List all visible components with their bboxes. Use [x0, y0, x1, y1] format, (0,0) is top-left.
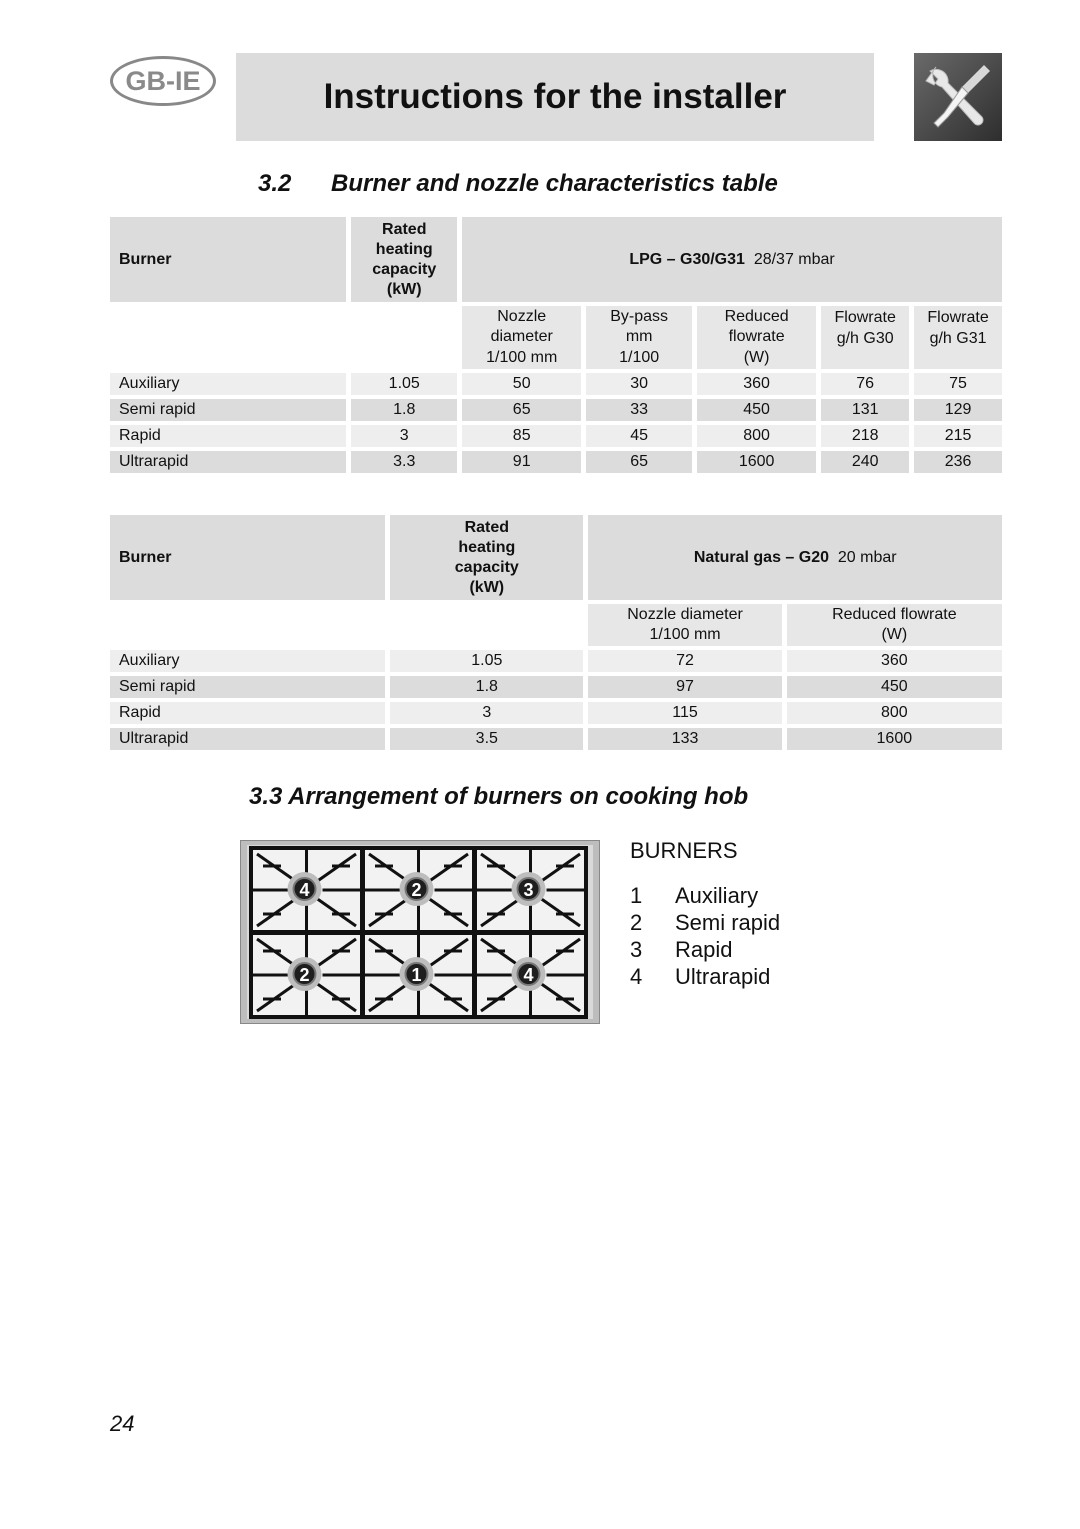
legend-number: 4	[630, 964, 643, 989]
nozzle-cell: 133	[588, 728, 781, 750]
reduced-cell: 800	[697, 425, 816, 447]
table-row	[110, 373, 1002, 395]
sub-header-line: Flowrate	[927, 309, 989, 326]
legend-label: Semi rapid	[675, 910, 781, 935]
hob-diagram	[240, 840, 600, 1024]
capacity-cell: 3.5	[390, 728, 583, 750]
burner-number: 1	[411, 965, 422, 985]
reduced-cell: 1600	[697, 451, 816, 473]
reduced-cell: 800	[787, 702, 1002, 724]
table-row	[110, 650, 1002, 672]
sub-header-line: 1/100 mm	[649, 626, 721, 643]
blank-cell	[110, 604, 385, 646]
sub-header-line: Nozzle diameter	[627, 605, 743, 623]
burner-legend	[630, 838, 780, 991]
burner-grate	[363, 933, 474, 1017]
capacity-header	[390, 515, 583, 600]
legend-number: 2	[630, 910, 643, 935]
bypass-header	[586, 306, 692, 369]
g31-cell: 236	[914, 451, 1002, 473]
burner-cell: Ultrarapid	[110, 728, 385, 750]
g30-cell: 218	[821, 425, 909, 447]
burner-number: 4	[299, 880, 310, 900]
nozzle-cell: 65	[462, 399, 581, 421]
capacity-header-line: Rated	[382, 220, 427, 238]
table-row	[110, 451, 1002, 473]
natural-gas-nozzle-table	[105, 511, 1007, 754]
capacity-header-line: heating	[375, 240, 433, 258]
gas-type-header	[588, 515, 1002, 600]
burner-grate	[475, 933, 586, 1017]
sub-header-line: Reduced	[724, 307, 789, 325]
section-number: 3.2	[258, 170, 292, 197]
page-number: 24	[110, 1411, 135, 1436]
bypass-cell: 65	[586, 451, 692, 473]
nozzle-cell: 91	[462, 451, 581, 473]
table-row	[110, 676, 1002, 698]
burner-grate	[363, 848, 474, 932]
legend-item	[630, 883, 780, 910]
burner-header: Burner	[110, 515, 385, 600]
table-row	[110, 399, 1002, 421]
capacity-cell: 1.8	[390, 676, 583, 698]
table-row	[110, 702, 1002, 724]
capacity-header-line: heating	[458, 538, 516, 556]
g30-cell: 76	[821, 373, 909, 395]
burner-number: 3	[523, 880, 534, 900]
legend-item	[630, 910, 780, 937]
sub-header-line: (W)	[881, 626, 908, 643]
sub-header-line: flowrate	[728, 328, 785, 346]
sub-header-line: Nozzle	[497, 307, 547, 325]
legend-item	[630, 937, 780, 964]
table-row	[110, 728, 1002, 750]
section-title: Burner and nozzle characteristics table	[331, 170, 778, 197]
sub-header-line: mm	[625, 328, 653, 346]
nozzle-cell: 97	[588, 676, 781, 698]
legend-heading: BURNERS	[630, 838, 738, 863]
gas-type-name: LPG – G30/G31	[629, 250, 745, 268]
burner-number: 2	[411, 880, 422, 900]
burner-cell: Auxiliary	[110, 373, 346, 395]
reduced-flowrate-header	[787, 604, 1002, 646]
sub-header-line: 1/100	[619, 348, 660, 366]
nozzle-cell: 115	[588, 702, 781, 724]
burner-number: 4	[523, 965, 534, 985]
burner-grate	[251, 848, 362, 932]
capacity-header-line: capacity	[454, 558, 519, 576]
capacity-cell: 3.3	[351, 451, 457, 473]
burner-grate	[475, 848, 586, 932]
nozzle-cell: 50	[462, 373, 581, 395]
burner-cell: Auxiliary	[110, 650, 385, 672]
nozzle-cell: 72	[588, 650, 781, 672]
flowrate-g30-header	[821, 306, 909, 369]
capacity-cell: 3	[390, 702, 583, 724]
gas-pressure: 20 mbar	[837, 548, 897, 566]
g30-cell: 240	[821, 451, 909, 473]
burner-header: Burner	[110, 217, 346, 302]
sub-header-line: Reduced flowrate	[832, 605, 957, 623]
section-heading-3-3: 3.3 Arrangement of burners on cooking hob	[249, 783, 749, 810]
legend-label: Ultrarapid	[675, 964, 771, 989]
gas-type-header	[462, 217, 1002, 302]
g30-cell: 131	[821, 399, 909, 421]
bypass-cell: 33	[586, 399, 692, 421]
bypass-cell: 45	[586, 425, 692, 447]
reduced-cell: 360	[697, 373, 816, 395]
burner-cell: Semi rapid	[110, 676, 385, 698]
nozzle-diameter-header	[462, 306, 581, 369]
reduced-cell: 450	[697, 399, 816, 421]
reduced-flowrate-header	[697, 306, 816, 369]
sub-header-line: diameter	[490, 328, 553, 346]
flowrate-g31-header	[914, 306, 1002, 369]
page-title-bar	[236, 53, 874, 141]
gas-pressure: 28/37 mbar	[753, 250, 835, 268]
gas-type-name: Natural gas – G20	[693, 548, 829, 566]
legend-number: 3	[630, 937, 643, 962]
capacity-header-line: (kW)	[386, 280, 422, 298]
nozzle-cell: 85	[462, 425, 581, 447]
capacity-cell: 3	[351, 425, 457, 447]
burner-cell: Ultrarapid	[110, 451, 346, 473]
country-badge-text: GB-IE	[125, 65, 201, 96]
capacity-header	[351, 217, 457, 302]
burner-number: 2	[299, 965, 310, 985]
g31-cell: 129	[914, 399, 1002, 421]
sub-header-line: g/h G31	[929, 329, 987, 347]
capacity-header-line: Rated	[464, 518, 510, 536]
lpg-nozzle-table	[105, 213, 1007, 477]
page-title: Instructions for the installer	[323, 77, 787, 116]
capacity-header-line: capacity	[372, 260, 437, 278]
g31-cell: 75	[914, 373, 1002, 395]
burner-cell: Rapid	[110, 702, 385, 724]
sub-header-line: (W)	[743, 348, 770, 366]
sub-header-line: Flowrate	[834, 309, 896, 326]
legend-item	[630, 964, 780, 991]
burner-grate	[251, 933, 362, 1017]
country-badge	[110, 56, 216, 106]
table-row	[110, 425, 1002, 447]
capacity-header-line: (kW)	[469, 578, 505, 596]
capacity-cell: 1.05	[351, 373, 457, 395]
blank-cell	[390, 604, 583, 646]
legend-label: Auxiliary	[675, 883, 759, 908]
reduced-cell: 360	[787, 650, 1002, 672]
legend-number: 1	[630, 883, 643, 908]
burner-cell: Rapid	[110, 425, 346, 447]
g31-cell: 215	[914, 425, 1002, 447]
blank-cell	[351, 306, 457, 369]
reduced-cell: 450	[787, 676, 1002, 698]
nozzle-diameter-header	[588, 604, 781, 646]
blank-cell	[110, 306, 346, 369]
section-heading-3-2	[258, 170, 778, 198]
burner-cell: Semi rapid	[110, 399, 346, 421]
reduced-cell: 1600	[787, 728, 1002, 750]
capacity-cell: 1.8	[351, 399, 457, 421]
sub-header-line: g/h G30	[836, 329, 894, 347]
legend-label: Rapid	[675, 937, 733, 962]
capacity-cell: 1.05	[390, 650, 583, 672]
sub-header-line: By-pass	[610, 307, 669, 325]
tools-icon	[914, 53, 1002, 141]
bypass-cell: 30	[586, 373, 692, 395]
sub-header-line: 1/100 mm	[486, 348, 558, 366]
